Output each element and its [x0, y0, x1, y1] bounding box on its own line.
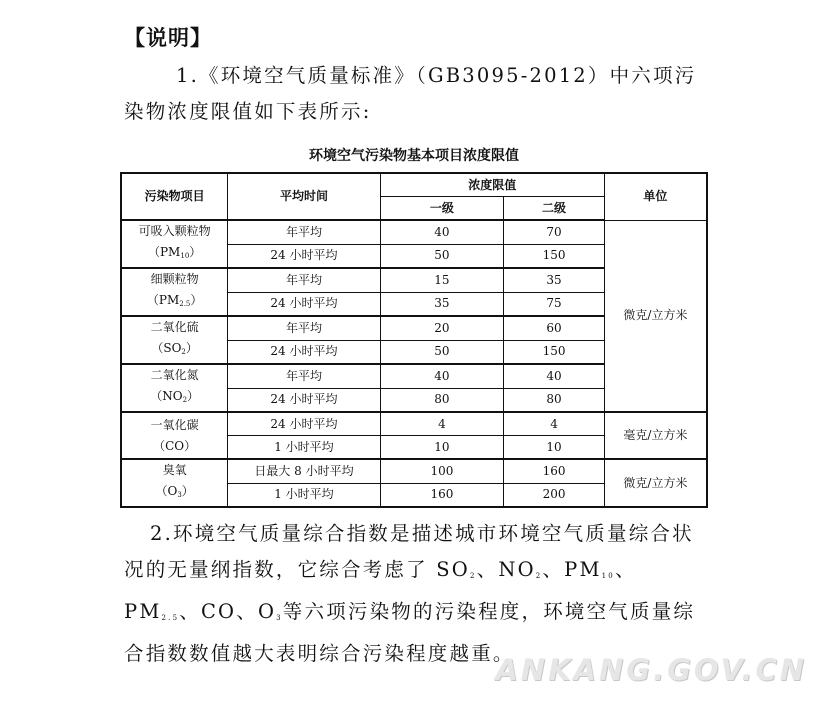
level2-cell: 150: [504, 340, 605, 364]
avg-time-cell: 1 小时平均: [228, 436, 380, 460]
level1-cell: 20: [380, 316, 504, 340]
level1-cell: 160: [380, 483, 504, 507]
level2-cell: 200: [504, 483, 605, 507]
header-unit: 单位: [604, 173, 707, 220]
level2-cell: 150: [504, 244, 605, 268]
level1-cell: 40: [380, 364, 504, 388]
level1-cell: 10: [380, 436, 504, 460]
level2-cell: 60: [504, 316, 605, 340]
avg-time-cell: 日最大 8 小时平均: [228, 459, 380, 483]
avg-time-cell: 年平均: [228, 316, 380, 340]
pollutant-co: 一氧化碳 （CO）: [121, 412, 228, 459]
pollutant-o3: 臭氧 $(O_3)$: [121, 459, 228, 507]
paragraph-1: 1.《环境空气质量标准》（GB3095-2012）中六项污染物浓度限值如下表所示:: [124, 64, 697, 123]
level1-cell: 80: [380, 388, 504, 412]
pollutant-so2: 二氧化硫 $(SO_2)$: [121, 316, 228, 364]
table-title: 环境空气污染物基本项目浓度限值: [309, 148, 519, 164]
avg-time-cell: 24 小时平均: [228, 244, 380, 268]
pollutant-pm10: 可吸入颗粒物 $(PM_{10})$: [121, 220, 228, 268]
avg-time-cell: 年平均: [228, 364, 380, 388]
header-level-2: 二级: [504, 197, 605, 221]
pollutant-no2: 二氧化氮 $(NO_2)$: [121, 364, 228, 412]
avg-time-cell: 年平均: [228, 220, 380, 244]
avg-time-cell: 24 小时平均: [228, 412, 380, 436]
level2-cell: 75: [504, 292, 605, 316]
level1-cell: 40: [380, 220, 504, 244]
level1-cell: 50: [380, 340, 504, 364]
level2-cell: 10: [504, 436, 605, 460]
level1-cell: 100: [380, 459, 504, 483]
watermark-logo: ANKANG.GOV.CN: [495, 653, 807, 687]
level1-cell: 50: [380, 244, 504, 268]
level2-cell: 160: [504, 459, 605, 483]
level2-cell: 4: [504, 412, 605, 436]
level1-cell: 35: [380, 292, 504, 316]
level2-cell: 40: [504, 364, 605, 388]
level2-cell: 35: [504, 268, 605, 292]
header-average-time: 平均时间: [228, 173, 380, 220]
header-pollutant: 污染物项目: [121, 173, 228, 220]
avg-time-cell: 24 小时平均: [228, 388, 380, 412]
pollutant-pm25: 细颗粒物 $(PM_{2.5})$: [121, 268, 228, 316]
avg-time-cell: 24 小时平均: [228, 292, 380, 316]
concentration-limits-table: [120, 172, 708, 508]
header-level-1: 一级: [380, 197, 504, 221]
avg-time-cell: 24 小时平均: [228, 340, 380, 364]
avg-time-cell: 年平均: [228, 268, 380, 292]
unit-ug-m3-o3: 微克/立方米: [604, 459, 707, 507]
section-heading: 【说明】: [124, 26, 212, 50]
level2-cell: 70: [504, 220, 605, 244]
avg-time-cell: 1 小时平均: [228, 483, 380, 507]
paragraph-2: 2.环境空气质量综合指数是描述城市环境空气质量综合状况的无量纲指数，它综合考虑了 $SO_2$、$NO_2$、$PM_{10}$、$PM_{2.5}$、CO、$O_3$等六项污染物的污染程度，环境空气质量综合指数数值越大表明综合污染程度越重。: [124, 522, 696, 665]
unit-ug-m3: 微克/立方米: [604, 220, 707, 412]
level1-cell: 4: [380, 412, 504, 436]
level2-cell: 80: [504, 388, 605, 412]
unit-mg-m3: 毫克/立方米: [604, 412, 707, 459]
header-concentration-limit: 浓度限值: [380, 173, 604, 197]
level1-cell: 15: [380, 268, 504, 292]
